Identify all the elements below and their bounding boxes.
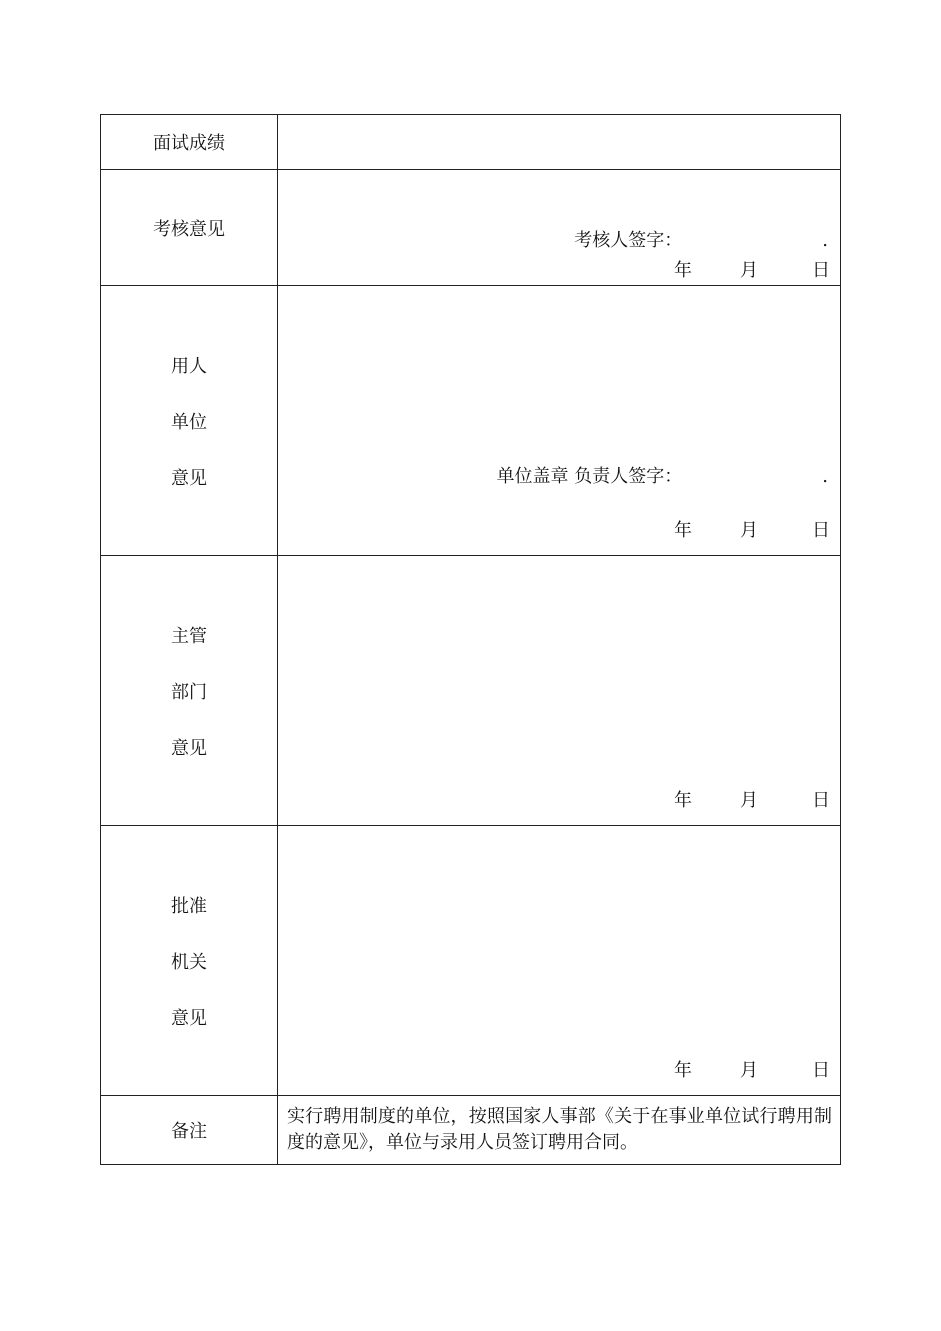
- month-label: 月: [740, 790, 758, 811]
- label-line: 机关: [171, 951, 207, 973]
- interview-score-field[interactable]: [278, 115, 841, 170]
- supervisor-opinion-label: [101, 556, 278, 826]
- interview-score-row: [101, 115, 841, 170]
- label-line: 意见: [171, 1007, 207, 1029]
- day-label: 日: [812, 1060, 830, 1081]
- supervisor-opinion-field[interactable]: [278, 556, 841, 826]
- approval-opinion-row: [101, 826, 841, 1096]
- day-label: 日: [812, 790, 830, 811]
- employer-signature-line: [497, 462, 828, 488]
- assessment-date-line: [674, 256, 830, 282]
- year-label: 年: [674, 1060, 692, 1081]
- employment-approval-form: [100, 114, 841, 1165]
- day-label: 日: [812, 520, 830, 541]
- remarks-field: [278, 1096, 841, 1165]
- signature-trail: .: [822, 466, 828, 487]
- year-label: 年: [674, 260, 692, 281]
- month-label: 月: [740, 1060, 758, 1081]
- label-line: 单位: [171, 411, 207, 433]
- employer-opinion-label: [101, 286, 278, 556]
- employer-opinion-field[interactable]: [278, 286, 841, 556]
- assessment-row: [101, 170, 841, 286]
- label-line: 部门: [171, 681, 207, 703]
- supervisor-opinion-row: [101, 556, 841, 826]
- assessment-field[interactable]: [278, 170, 841, 286]
- employer-signature-label: 单位盖章 负责人签字：: [496, 466, 683, 487]
- assessment-label: 考核意见: [101, 170, 278, 286]
- label-line: 意见: [171, 467, 207, 489]
- approval-opinion-label: [101, 826, 278, 1096]
- approval-date-line: [674, 1056, 830, 1082]
- employer-opinion-row: [101, 286, 841, 556]
- signature-trail: .: [822, 230, 828, 251]
- remarks-text: 实行聘用制度的单位，按照国家人事部《关于在事业单位试行聘用制度的意见》，单位与录用人员签订聘用合同。: [287, 1106, 832, 1153]
- day-label: 日: [812, 260, 830, 281]
- label-line: 主管: [171, 625, 207, 647]
- month-label: 月: [740, 520, 758, 541]
- assessor-signature-line: [574, 226, 828, 252]
- approval-opinion-field[interactable]: [278, 826, 841, 1096]
- label-line: 意见: [171, 737, 207, 759]
- remarks-row: [101, 1096, 841, 1165]
- year-label: 年: [674, 520, 692, 541]
- label-line: 用人: [171, 355, 207, 377]
- year-label: 年: [674, 790, 692, 811]
- assessor-signature-label: 考核人签字：: [574, 230, 683, 251]
- interview-score-label: 面试成绩: [101, 115, 278, 170]
- remarks-label: 备注: [101, 1096, 278, 1165]
- month-label: 月: [740, 260, 758, 281]
- supervisor-date-line: [674, 786, 830, 812]
- employer-date-line: [674, 516, 830, 542]
- label-line: 批准: [171, 895, 207, 917]
